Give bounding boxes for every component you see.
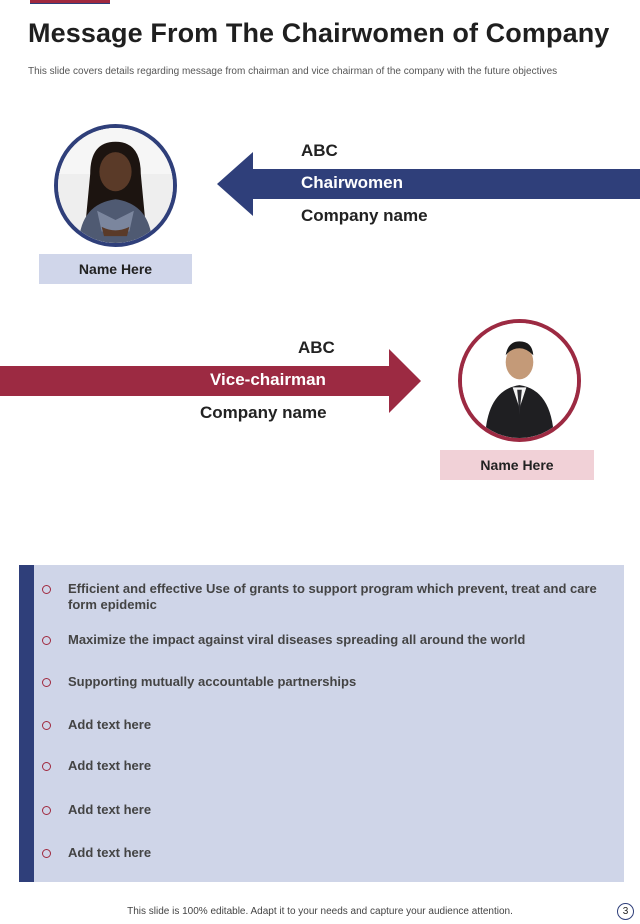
bullet-circle-icon — [42, 849, 51, 858]
list-item — [42, 717, 612, 733]
footer-note: This slide is 100% editable. Adapt it to your needs and capture your audience attention. — [127, 906, 513, 917]
chairwomen-abc: ABC — [301, 141, 338, 160]
vice-chairman-abc: ABC — [298, 338, 335, 357]
page-number: 3 — [617, 903, 634, 920]
objective-text: Maximize the impact against viral diseases spreading all around the world — [68, 632, 526, 647]
objective-text: Add text here — [68, 845, 152, 860]
chairwomen-company: Company name — [301, 206, 428, 225]
chairwomen-name-box: Name Here — [39, 254, 192, 284]
objective-text: Efficient and effective Use of grants to support program which prevent, treat and care form epidemic — [68, 581, 597, 612]
objective-text: Supporting mutually accountable partnerships — [68, 674, 357, 689]
vice-chairman-company: Company name — [200, 403, 327, 422]
vice-chairman-role: Vice-chairman — [210, 370, 326, 389]
bullet-circle-icon — [42, 678, 51, 687]
objective-text: Add text here — [68, 802, 152, 817]
vice-chairman-name-box: Name Here — [440, 450, 594, 480]
chairwomen-arrow — [217, 152, 640, 216]
chairwomen-role: Chairwomen — [301, 173, 404, 192]
list-item — [42, 581, 612, 613]
bullet-circle-icon — [42, 636, 51, 645]
objectives-accent-bar — [19, 565, 34, 882]
bullet-circle-icon — [42, 585, 51, 594]
list-item — [42, 632, 612, 648]
list-item — [42, 674, 612, 690]
list-item — [42, 802, 612, 818]
top-accent-line — [30, 3, 110, 4]
bullet-circle-icon — [42, 762, 51, 771]
list-item — [42, 758, 612, 774]
page-subtitle: This slide covers details regarding message from chairman and vice chairman of the company with the future objectives — [28, 66, 558, 77]
page-title: Message From The Chairwomen of Company — [28, 18, 610, 48]
chairwomen-photo — [54, 124, 177, 247]
bullet-circle-icon — [42, 806, 51, 815]
vice-chairman-photo — [458, 319, 581, 442]
objective-text: Add text here — [68, 758, 152, 773]
list-item — [42, 845, 612, 861]
bullet-circle-icon — [42, 721, 51, 730]
objective-text: Add text here — [68, 717, 152, 732]
